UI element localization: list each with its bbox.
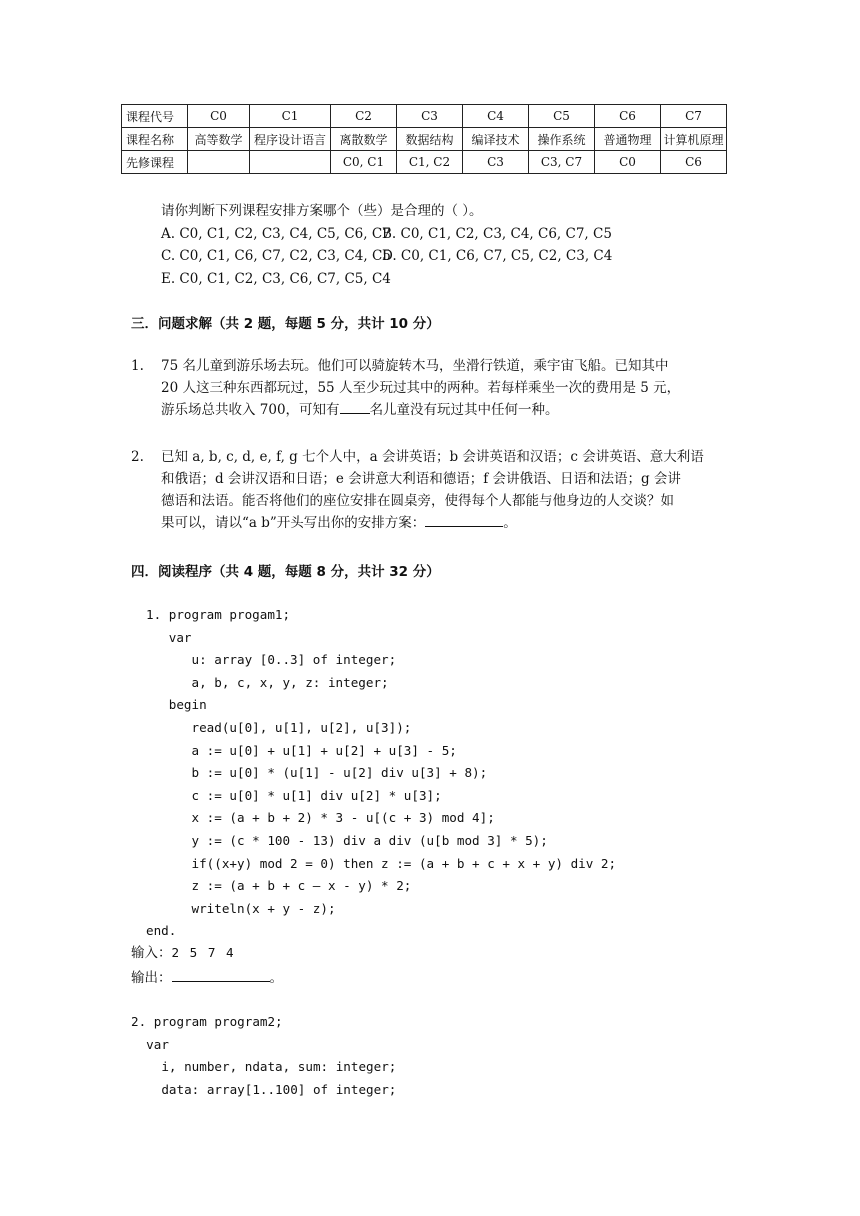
course-cell: 编译技术 — [463, 128, 529, 151]
course-cell: C3 — [463, 151, 529, 174]
question-prompt: 请你判断下列课程安排方案哪个（些）是合理的（ ）。 — [161, 203, 483, 219]
course-row-label: 课程代号 — [122, 105, 188, 128]
section3-heading: 三．问题求解（共 2 题，每题 5 分，共计 10 分） — [131, 316, 440, 332]
q2-line — [161, 512, 741, 534]
section4-heading: 四．阅读程序（共 4 题，每题 8 分，共计 32 分） — [131, 564, 440, 580]
course-table — [121, 104, 727, 174]
q2-line: 已知 a, b, c, d, e, f, g 七个人中，a 会讲英语；b 会讲英语和汉语；c 会讲英语、意大利语 — [161, 449, 704, 465]
code-line: u: array [0..3] of integer; — [146, 652, 397, 668]
option-e: E. C0, C1, C2, C3, C6, C7, C5, C4 — [161, 271, 391, 287]
code-line: a, b, c, x, y, z: integer; — [146, 674, 389, 690]
output-answer-blank[interactable] — [172, 967, 270, 982]
course-cell: C1, C2 — [397, 151, 463, 174]
course-cell: C0 — [595, 151, 661, 174]
code-line: b := u[0] * (u[1] - u[2] div u[3] + 8); — [146, 765, 488, 781]
q2-text — [161, 446, 741, 534]
course-cell: C7 — [661, 105, 727, 128]
course-table-row — [122, 128, 727, 151]
code-line: data: array[1..100] of integer; — [131, 1081, 397, 1097]
q2-line: 和俄语；d 会讲汉语和日语；e 会讲意大利语和德语；f 会讲俄语、日语和法语；g 会讲 — [161, 471, 681, 487]
course-cell: C3, C7 — [529, 151, 595, 174]
code-line: i, number, ndata, sum: integer; — [131, 1059, 397, 1075]
course-cell: 操作系统 — [529, 128, 595, 151]
course-cell — [188, 151, 250, 174]
code-line: writeln(x + y - z); — [146, 900, 336, 916]
course-table-row — [122, 151, 727, 174]
code-line: z := (a + b + c – x - y) * 2; — [146, 878, 412, 894]
q1-line3-end: 名儿童没有玩过其中任何一种。 — [369, 402, 559, 418]
code-line: if((x+y) mod 2 = 0) then z := (a + b + c + x + y) div 2; — [146, 855, 617, 871]
course-cell: 高等数学 — [188, 128, 250, 151]
course-cell: 普通物理 — [595, 128, 661, 151]
course-cell: 离散数学 — [331, 128, 397, 151]
output-label: 输出： — [131, 970, 172, 986]
course-cell: C4 — [463, 105, 529, 128]
q1-answer-blank[interactable] — [340, 399, 370, 414]
q1-line — [161, 399, 741, 421]
course-cell: 计算机原理 — [661, 128, 727, 151]
course-cell — [250, 151, 331, 174]
q1-text — [161, 355, 741, 421]
course-cell: C6 — [595, 105, 661, 128]
output-suffix: 。 — [269, 970, 283, 986]
q2-line4-end: 。 — [503, 515, 517, 531]
code-line: end. — [146, 923, 177, 939]
code-line: 1. program progam1; — [146, 607, 291, 622]
course-row-label: 先修课程 — [122, 151, 188, 174]
course-cell: C2 — [331, 105, 397, 128]
q2-number: 2. — [131, 449, 144, 465]
q2-answer-blank[interactable] — [425, 512, 503, 527]
code-line: var — [131, 1036, 169, 1052]
course-cell: C0 — [188, 105, 250, 128]
input-value: 2 5 7 4 — [171, 945, 234, 960]
q1-line3-start: 游乐场总共收入 700，可知有 — [161, 402, 340, 418]
course-table-row — [122, 105, 727, 128]
option-b: B. C0, C1, C2, C3, C4, C6, C7, C5 — [382, 226, 612, 242]
program1-code — [146, 604, 616, 943]
code-line: a := u[0] + u[1] + u[2] + u[3] - 5; — [146, 742, 457, 758]
code-line: x := (a + b + 2) * 3 - u[(c + 3) mod 4]; — [146, 810, 495, 826]
course-cell: 数据结构 — [397, 128, 463, 151]
q1-line: 75 名儿童到游乐场去玩。他们可以骑旋转木马，坐滑行铁道，乘宇宙飞船。已知其中 — [161, 358, 669, 374]
course-cell: 程序设计语言 — [250, 128, 331, 151]
code-line: 2. program program2; — [131, 1014, 283, 1029]
code-line: read(u[0], u[1], u[2], u[3]); — [146, 719, 412, 735]
course-cell: C3 — [397, 105, 463, 128]
code-line: var — [146, 629, 192, 645]
code-line: begin — [146, 697, 207, 713]
course-cell: C1 — [250, 105, 331, 128]
code-line: y := (c * 100 - 13) div a div (u[b mod 3] * 5); — [146, 832, 548, 848]
program1-output — [131, 967, 283, 988]
q2-line: 德语和法语。能否将他们的座位安排在圆桌旁，使得每个人都能与他身边的人交谈？如 — [161, 493, 674, 509]
code-line: c := u[0] * u[1] div u[2] * u[3]; — [146, 787, 442, 803]
course-cell: C5 — [529, 105, 595, 128]
q2-line4-start: 果可以，请以“a b”开头写出你的安排方案： — [161, 515, 426, 531]
course-row-label: 课程名称 — [122, 128, 188, 151]
option-d: D. C0, C1, C6, C7, C5, C2, C3, C4 — [382, 248, 613, 264]
course-cell: C0, C1 — [331, 151, 397, 174]
program2-code — [131, 1011, 396, 1101]
option-c: C. C0, C1, C6, C7, C2, C3, C4, C5 — [161, 248, 391, 264]
option-a: A. C0, C1, C2, C3, C4, C5, C6, C7 — [161, 226, 391, 242]
q1-number: 1. — [131, 358, 144, 374]
input-label: 输入： — [131, 945, 172, 961]
course-cell: C6 — [661, 151, 727, 174]
program1-input — [131, 943, 234, 963]
q1-line: 20 人这三种东西都玩过，55 人至少玩过其中的两种。若每样乘坐一次的费用是 5 元， — [161, 380, 681, 396]
